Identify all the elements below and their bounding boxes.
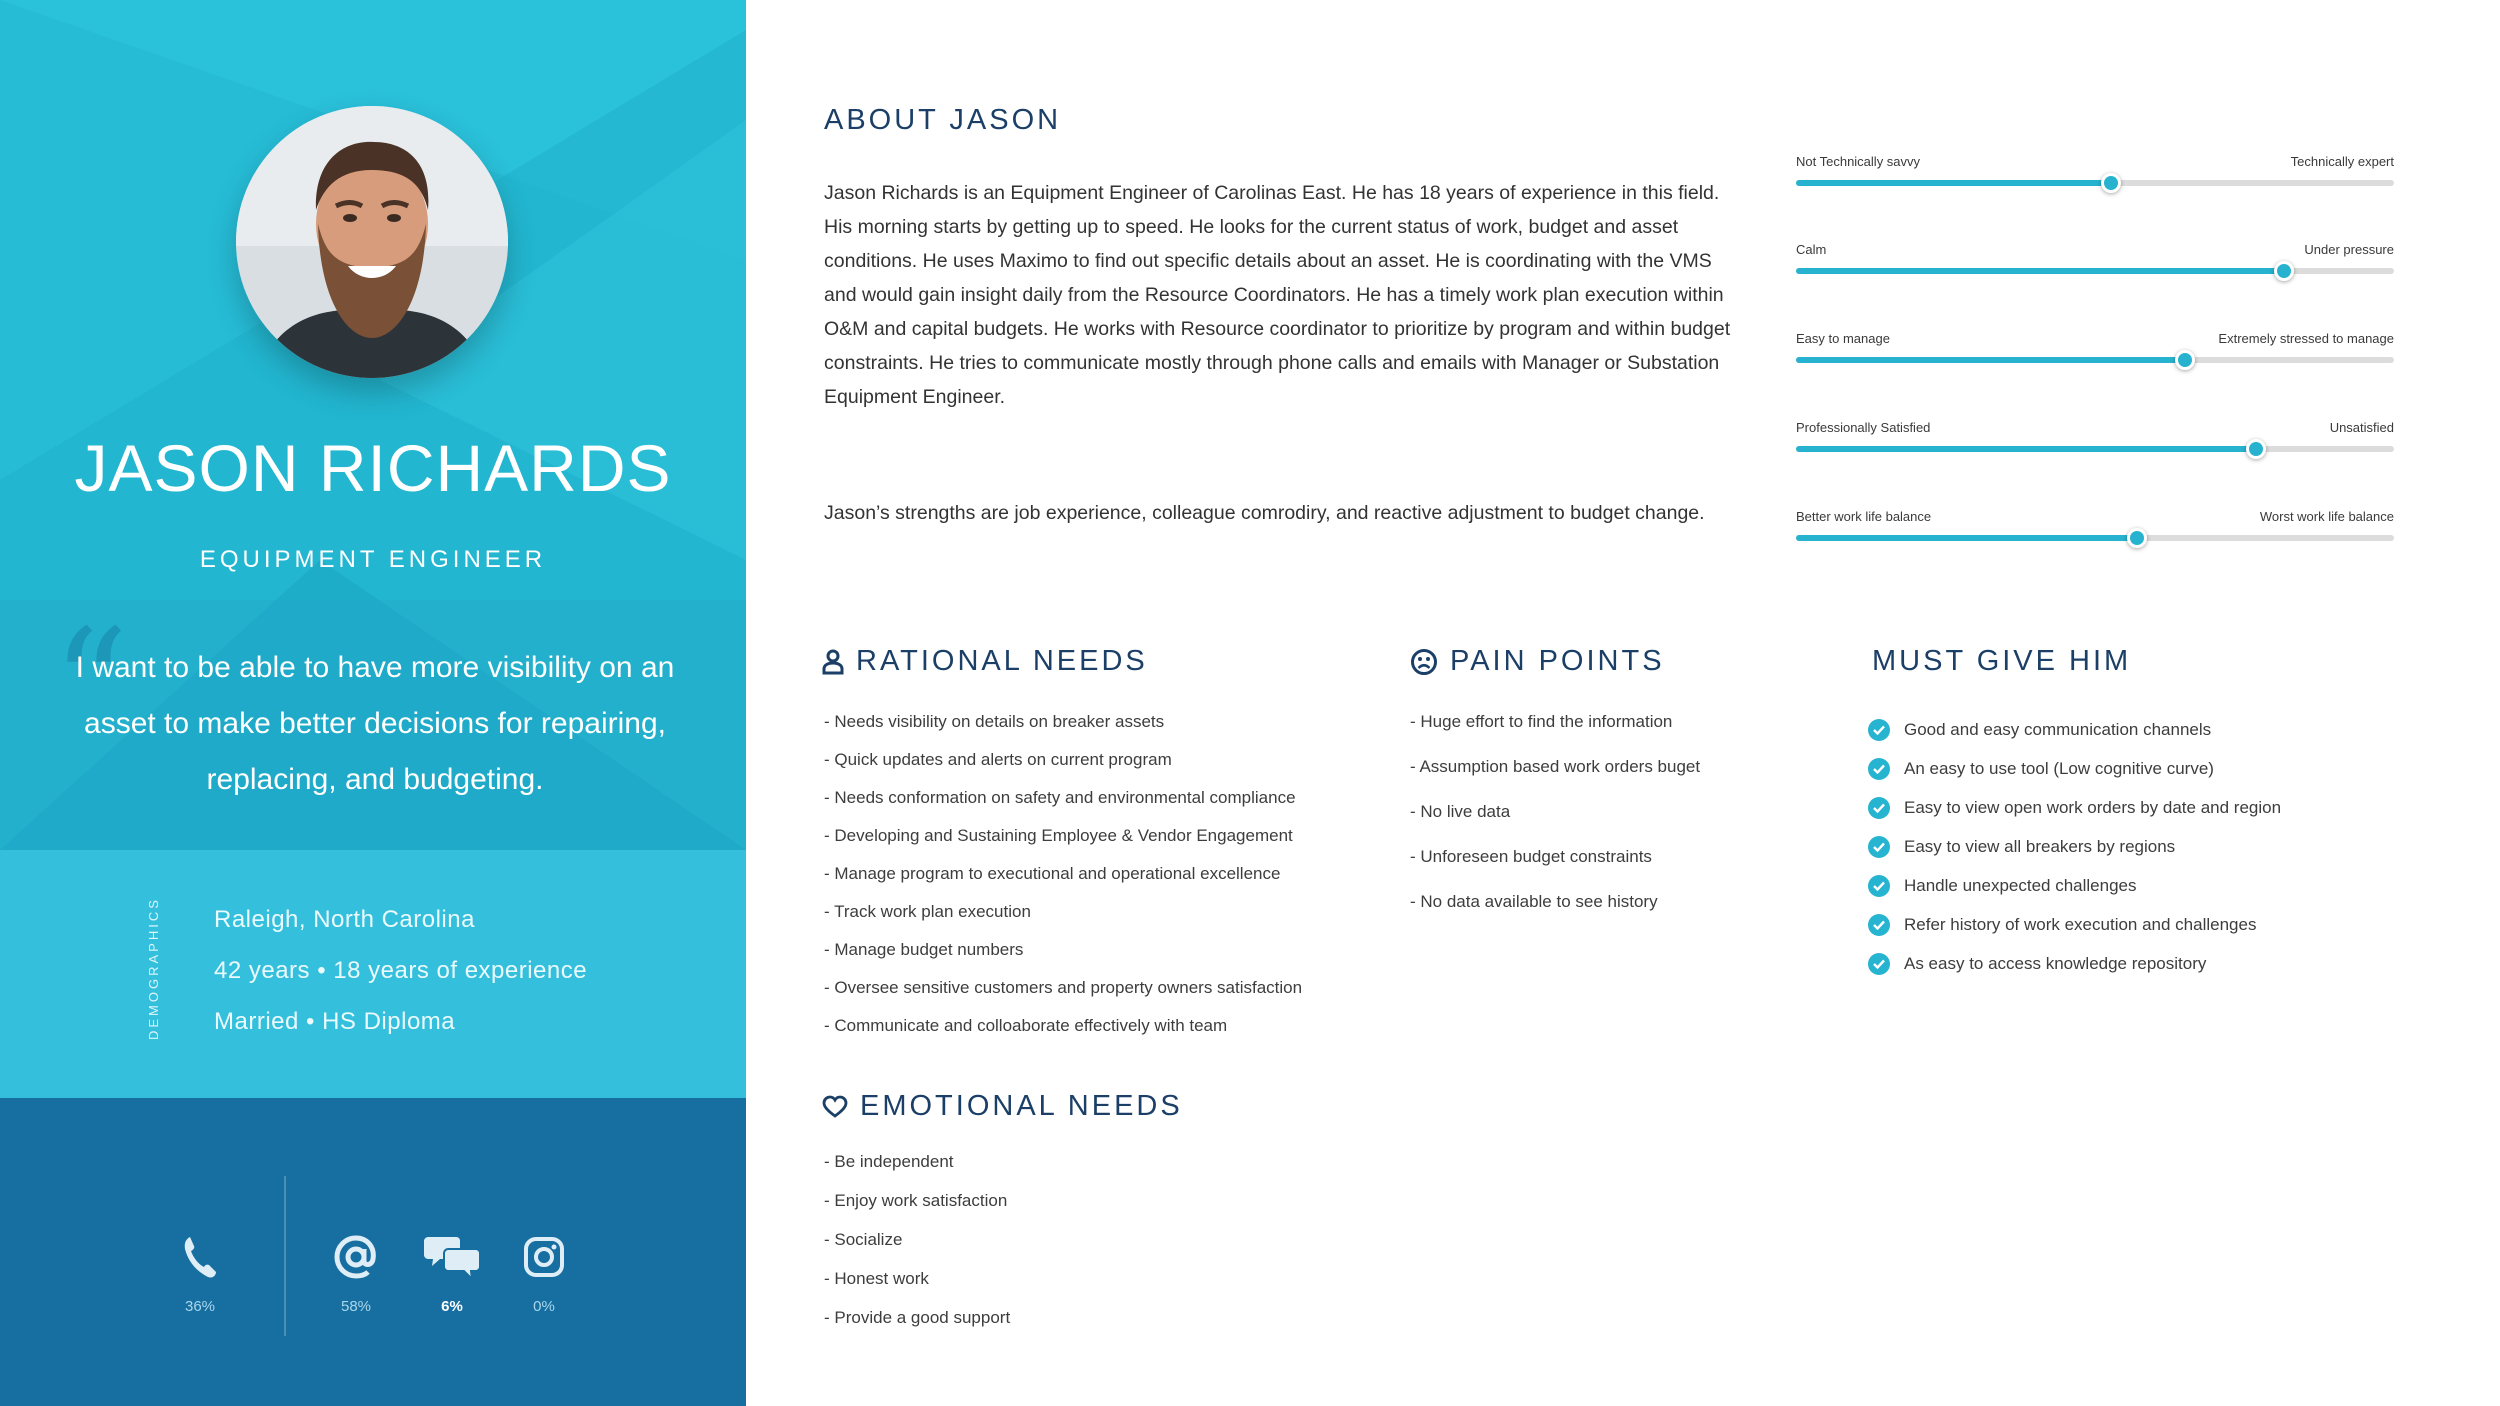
slider-right-label: Worst work life balance [2259,509,2394,524]
slider-fill [1796,535,2136,541]
slider-fill [1796,446,2255,452]
emotional-needs-title: EMOTIONAL NEEDS [860,1090,1183,1122]
channel-percent: 58% [340,1298,372,1315]
slider-track [1796,180,2394,186]
persona-sidebar [0,0,746,1406]
must-give-item-text: Refer history of work execution and challenges [1904,914,2257,934]
list-item: - Developing and Sustaining Employee & Vendor Engagement [824,826,1293,845]
list-item: - No live data [1410,802,1511,821]
slider-left-label: Easy to manage [1796,331,1890,346]
check-circle-icon [1868,953,1890,975]
trait-slider-manage [1796,331,2394,391]
strengths-text: Jason’s strengths are job experience, colleague comrodiry, and reactive adjustment to budget change. [824,502,1705,524]
channel-chat [412,1226,492,1315]
slider-left-label: Calm [1796,242,1827,257]
chat-bubbles-icon [424,1233,480,1281]
channel-percent: 0% [533,1298,555,1315]
channel-email [316,1226,396,1315]
trait-slider-pressure [1796,242,2394,302]
demographic-age-experience: 42 years • 18 years of experience [214,957,588,984]
persona-quote: I want to be able to have more visibility on an asset to make better decisions for repairing, replacing, and budgeting. [75,651,675,796]
slider-track [1796,357,2394,363]
list-item: - Provide a good support [824,1308,1011,1327]
list-item [1868,710,2281,749]
check-circle-icon [1868,914,1890,936]
rational-needs-list [824,712,1302,1054]
rational-needs-title: RATIONAL NEEDS [856,645,1148,677]
must-give-item-text: Easy to view open work orders by date and region [1904,797,2282,817]
list-item [1868,944,2281,983]
must-give-heading [1872,645,2131,678]
instagram-icon [523,1236,565,1278]
pain-points-list [1410,712,1700,937]
list-item: - Needs conformation on safety and environmental compliance [824,788,1296,807]
slider-thumb[interactable] [2101,173,2121,193]
heart-icon [822,1095,848,1119]
channel-percent: 6% [441,1298,463,1315]
list-item: - Unforeseen budget constraints [1410,847,1652,866]
avatar-photo [236,106,508,378]
list-item: - Honest work [824,1269,929,1288]
slider-thumb[interactable] [2127,528,2147,548]
trait-slider-balance [1796,509,2394,569]
slider-track [1796,446,2394,452]
phone-icon [182,1235,218,1279]
list-item: - Track work plan execution [824,902,1031,921]
list-item: - Socialize [824,1230,903,1249]
pain-points-title: PAIN POINTS [1450,645,1665,677]
check-circle-icon [1868,797,1890,819]
at-email-icon [334,1235,378,1279]
about-heading-text: ABOUT JASON [824,104,1062,136]
slider-thumb[interactable] [2175,350,2195,370]
slider-left-label: Professionally Satisfied [1796,420,1931,435]
slider-fill [1796,268,2283,274]
check-circle-icon [1868,758,1890,780]
slider-right-label: Unsatisfied [2329,420,2394,435]
about-heading [824,104,1061,137]
list-item: - Oversee sensitive customers and property owners satisfaction [824,978,1303,997]
slider-thumb[interactable] [2246,439,2266,459]
pain-points-heading [1410,645,1665,678]
slider-left-label: Not Technically savvy [1796,154,1921,169]
persona-name: JASON RICHARDS [74,431,672,505]
rational-needs-heading [822,645,1148,678]
must-give-item-text: Easy to view all breakers by regions [1904,836,2176,856]
list-item [1868,866,2281,905]
slider-fill [1796,357,2184,363]
must-give-list [1868,710,2281,983]
about-text: Jason Richards is an Equipment Engineer of Carolinas East. He has 18 years of experience in this field. His morning starts by getting up to speed. He looks for the current status of work, budget and asset conditions. He uses Maximo to find out specific details about an asset. He is coordinating with the VMS and would gain insight daily from the Resource Coordinators. He has a timely work plan execution within O&M and capital budgets. He works with Resource coordinator to prioritize by program and within budget constraints. He tries to communicate mostly through phone calls and emails with Manager or Substation Equipment Engineer. [824,182,1731,408]
must-give-item-text: An easy to use tool (Low cognitive curve) [1904,758,2214,778]
list-item [1868,749,2281,788]
must-give-item-text: Handle unexpected challenges [1904,875,2137,895]
trait-slider-tech [1796,154,2394,214]
list-item: - No data available to see history [1410,892,1658,911]
list-item [1868,788,2281,827]
demographic-status-education: Married • HS Diploma [214,1008,456,1035]
must-give-title: MUST GIVE HIM [1872,645,2132,677]
slider-right-label: Technically expert [2290,154,2394,169]
sad-face-icon [1410,648,1438,676]
emotional-needs-heading [822,1090,1183,1123]
slider-track [1796,535,2394,541]
contact-channels [0,1098,746,1406]
channel-phone [160,1226,240,1315]
check-circle-icon [1868,719,1890,741]
user-icon [822,649,844,675]
list-item: - Quick updates and alerts on current program [824,750,1172,769]
demographic-location: Raleigh, North Carolina [214,906,475,933]
trait-slider-satisfaction [1796,420,2394,480]
must-give-item-text: As easy to access knowledge repository [1904,953,2207,973]
list-item [1868,827,2281,866]
list-item: - Needs visibility on details on breaker assets [824,712,1165,731]
must-give-item-text: Good and easy communication channels [1904,719,2212,739]
channel-percent: 36% [184,1298,216,1315]
list-item: - Huge effort to find the information [1410,712,1673,731]
channel-instagram [504,1226,584,1315]
demographics-label: DEMOGRAPHICS [146,897,161,1040]
check-circle-icon [1868,836,1890,858]
list-item: - Manage budget numbers [824,940,1024,959]
slider-thumb[interactable] [2274,261,2294,281]
profile-hero [0,0,746,850]
list-item: - Enjoy work satisfaction [824,1191,1008,1210]
check-circle-icon [1868,875,1890,897]
list-item: - Communicate and colloaborate effectively with team [824,1016,1228,1035]
slider-left-label: Better work life balance [1796,509,1932,524]
slider-right-label: Extremely stressed to manage [2218,331,2394,346]
avatar [236,106,508,378]
list-item: - Assumption based work orders buget [1410,757,1701,776]
emotional-needs-list [824,1152,1010,1347]
list-item [1868,905,2281,944]
quote-mark-icon: “ [52,598,129,772]
slider-fill [1796,180,2110,186]
persona-role: EQUIPMENT ENGINEER [199,546,547,573]
list-item: - Be independent [824,1152,954,1171]
slider-track [1796,268,2394,274]
slider-right-label: Under pressure [2304,242,2394,257]
channel-divider [284,1176,286,1336]
list-item: - Manage program to executional and operational excellence [824,864,1281,883]
